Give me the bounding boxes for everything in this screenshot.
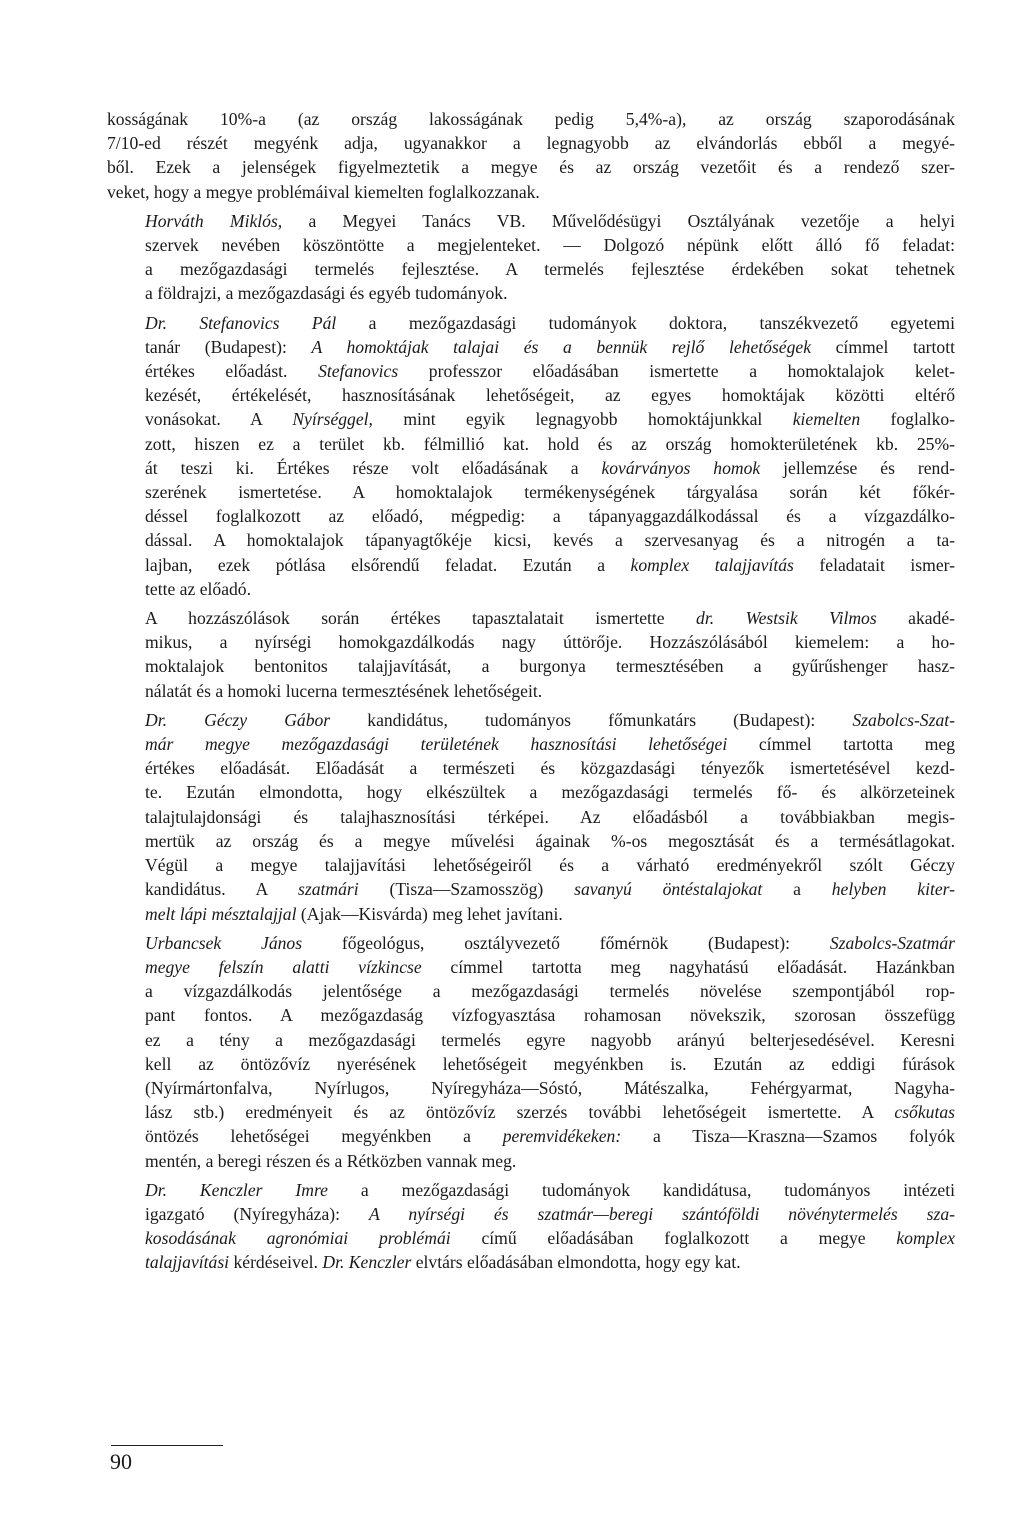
text-run: ez a tény a mezőgazdasági termelés egyre nagyobb arányú belterjesedésével. Keresni [145, 1029, 955, 1050]
text-line [107, 1202, 955, 1226]
italic-text: Szabolcs-Szatmár [829, 932, 955, 953]
text-line [107, 528, 955, 552]
text-line [107, 311, 955, 335]
text-run: kandidátus, tudományos főmunkatárs (Budapest): [330, 709, 853, 730]
text-line [107, 708, 955, 732]
text-run: címmel tartotta meg nagyhatású előadását. Hazánkban [421, 956, 955, 977]
text-line [107, 553, 955, 577]
italic-text: kosodásának agronómiai problémái [145, 1228, 451, 1249]
text-line [107, 931, 955, 955]
text-run: elvtárs előadásában elmondotta, hogy egy kat. [411, 1252, 741, 1273]
text-run: át teszi ki. Értékes része volt előadásának a [145, 457, 602, 478]
text-run: 7/10-ed részét megyénk adja, ugyanakkor a legnagyobb az elvándorlás ebből a megyé- [107, 133, 955, 154]
italic-text: Dr. Géczy Gábor [145, 709, 331, 730]
text-run: kezését, értékelését, hasznosításának lehetőségeit, az egyes homoktájak közötti eltérő [145, 385, 955, 406]
text-run: a mezőgazdasági tudományok kandidátusa, tudományos intézeti [327, 1179, 955, 1200]
text-line [107, 131, 955, 155]
text-run: déssel foglalkozott az előadó, mégpedig: a tápanyaggazdálkodással és a vízgazdálko- [145, 506, 955, 527]
text-run: (Ajak—Kisvárda) meg lehet javítani. [296, 903, 563, 924]
text-run: címmel tartott [811, 336, 955, 357]
italic-text: peremvidékeken: [502, 1126, 622, 1147]
text-line [107, 107, 955, 131]
text-line [107, 504, 955, 528]
text-line [107, 756, 955, 780]
text-line [107, 1028, 955, 1052]
text-run: a mezőgazdasági tudományok doktora, tanszékvezető egyetemi [336, 312, 955, 333]
text-line [107, 155, 955, 179]
text-run: mentén, a beregi részen és a Rétközben vannak meg. [145, 1150, 517, 1171]
text-line [107, 180, 955, 204]
italic-text: Dr. Kenczler [322, 1252, 412, 1273]
text-run: pant fontos. A mezőgazdaság vízfogyasztása rohamosan növekszik, szorosan összefügg [145, 1005, 955, 1026]
italic-text: savanyú öntéstalajokat [574, 879, 763, 900]
text-run: te. Ezután elmondotta, hogy elkészültek a mezőgazdasági termelés fő- és alkörzeteinek [145, 782, 955, 803]
italic-text: Dr. Kenczler Imre [145, 1179, 328, 1200]
italic-text: Stefanovics [318, 361, 399, 382]
text-run: főgeológus, osztályvezető főmérnök (Budapest): [302, 932, 830, 953]
paragraph [107, 311, 955, 601]
text-run: a vízgazdálkodás jelentősége a mezőgazdasági termelés növelése szempontjából rop- [145, 981, 955, 1002]
text-run: értékes előadását. Előadását a természeti és közgazdasági tényezők ismertetésével kezd- [145, 758, 955, 779]
text-line [107, 480, 955, 504]
text-run: akadé- [876, 608, 956, 629]
text-line [107, 407, 955, 431]
text-line [107, 233, 955, 257]
text-line [107, 654, 955, 678]
text-run: tette az előadó. [145, 578, 251, 599]
text-line [107, 955, 955, 979]
text-line [107, 1124, 955, 1148]
italic-text: A homoktájak talajai és a bennük rejlő lehetőségek [311, 336, 812, 357]
text-line [107, 335, 955, 359]
text-run: igazgató (Nyíregyháza): [145, 1203, 369, 1224]
text-run: talajtulajdonsági és talajhasznosítási térképei. Az előadásból a továbbiakban megis- [145, 806, 955, 827]
page-body [107, 107, 955, 1275]
text-line [107, 1003, 955, 1027]
text-run: mikus, a nyírségi homokgazdálkodás nagy úttörője. Hozzászólásából kiemelem: a ho- [145, 632, 955, 653]
text-run: című előadásában foglalkozott a megye [450, 1228, 897, 1249]
text-run: a Megyei Tanács VB. Művelődésügyi Osztályának vezetője a helyi [282, 210, 955, 231]
text-line [107, 257, 955, 281]
text-run: (Tisza—Szamosszög) [358, 879, 575, 900]
text-line [107, 383, 955, 407]
text-run: kell az öntözővíz nyerésének lehetőségeit megyénkben is. Ezután az eddigi fúrások [145, 1053, 955, 1074]
text-line [107, 1076, 955, 1100]
text-line [107, 359, 955, 383]
text-run: a Tisza—Kraszna—Szamos folyók [621, 1126, 955, 1147]
italic-text: helyben kiter- [831, 879, 956, 900]
italic-text: Horváth Miklós, [145, 210, 283, 231]
text-run: zott, hiszen ez a terület kb. félmillió kat. hold és az ország homokterületének kb. 25%- [145, 433, 955, 454]
text-line [107, 1226, 955, 1250]
italic-text: már megye mezőgazdasági területének hasznosítási lehetőségei [145, 734, 728, 755]
italic-text: Nyírséggel, [292, 409, 373, 430]
text-run: értékes előadást. [145, 361, 319, 382]
text-line [107, 1178, 955, 1202]
text-line [107, 606, 955, 630]
text-line [107, 679, 955, 703]
text-run: vonásokat. A [145, 409, 293, 430]
italic-text: komplex [896, 1228, 955, 1249]
text-line [107, 853, 955, 877]
text-line [107, 877, 955, 901]
italic-text: csőkutas [894, 1102, 955, 1123]
text-run: kosságának 10%-a (az ország lakosságának pedig 5,4%-a), az ország szaporodásának [107, 109, 955, 129]
italic-text: Szabolcs-Szat- [852, 709, 955, 730]
italic-text: komplex talajjavítás [630, 554, 794, 575]
text-run: feladatait ismer- [793, 554, 955, 575]
text-run: moktalajok bentonitos talajjavítását, a burgonya termesztésében a gyűrűshenger hasz- [145, 656, 955, 677]
footer-rule [111, 1445, 223, 1446]
text-run: a [762, 879, 832, 900]
text-run: veket, hogy a megye problémáival kiemelten foglalkozzanak. [107, 181, 540, 202]
text-run: tanár (Budapest): [145, 336, 312, 357]
paragraph [107, 606, 955, 703]
text-run: a földrajzi, a mezőgazdasági és egyéb tudományok. [145, 283, 508, 304]
paragraph [107, 931, 955, 1173]
italic-text: Dr. Stefanovics Pál [145, 312, 337, 333]
italic-text: kovárványos homok [601, 457, 761, 478]
italic-text: megye felszín alatti vízkincse [145, 956, 422, 977]
text-run: (Nyírmártonfalva, Nyírlugos, Nyíregyháza—Sóstó, Mátészalka, Fehérgyarmat, Nagyha- [145, 1077, 955, 1098]
text-run: szervek nevében köszöntötte a megjelenteket. — Dolgozó népünk előtt álló fő feladat: [145, 235, 955, 256]
text-run: lász stb.) eredményeit és az öntözővíz szerzés további lehetőségeit ismertette. A [145, 1102, 895, 1123]
text-line [107, 1149, 955, 1173]
text-run: Végül a megye talajjavítási lehetőségeiről és a várható eredményekről szólt Géczy [145, 855, 955, 876]
italic-text: talajjavítási [145, 1252, 230, 1273]
text-run: mint egyik legnagyobb homoktájunkkal [372, 409, 793, 430]
text-run: jellemzése és rend- [760, 457, 955, 478]
text-run: címmel tartotta meg [727, 734, 956, 755]
italic-text: szatmári [298, 879, 359, 900]
text-line [107, 780, 955, 804]
text-line [107, 1052, 955, 1076]
text-run: professzor előadásában ismertette a homoktalajok kelet- [398, 361, 955, 382]
text-run: dással. A homoktalajok tápanyagtőkéje kicsi, kevés a szervesanyag és a nitrogén a ta- [145, 530, 955, 551]
text-line [107, 630, 955, 654]
text-run: kérdéseivel. [229, 1252, 323, 1273]
italic-text: Urbancsek János [145, 932, 303, 953]
text-line [107, 805, 955, 829]
text-run: a mezőgazdasági termelés fejlesztése. A termelés fejlesztése érdekében sokat tehetnek [145, 259, 955, 280]
paragraph [107, 209, 955, 306]
text-line [107, 1100, 955, 1124]
text-line [107, 432, 955, 456]
italic-text: A nyírségi és szatmár—beregi szántóföldi növénytermelés sza- [368, 1203, 955, 1224]
text-line [107, 1250, 955, 1274]
italic-text: dr. Westsik Vilmos [696, 608, 877, 629]
text-line [107, 209, 955, 233]
paragraph [107, 1178, 955, 1275]
italic-text: kiemelten [792, 409, 861, 430]
text-line [107, 281, 955, 305]
text-run: foglalko- [860, 409, 956, 430]
text-run: szerének ismertetése. A homoktalajok termékenységének tárgyalása során két főkér- [145, 482, 955, 503]
text-line [107, 829, 955, 853]
paragraph [107, 107, 955, 204]
text-line [107, 902, 955, 926]
text-run: A hozzászólások során értékes tapasztalatait ismertette [145, 608, 697, 629]
text-run: lajban, ezek pótlása elsőrendű feladat. Ezután a [145, 554, 631, 575]
paragraph [107, 708, 955, 926]
page-number: 90 [110, 1449, 132, 1474]
text-run: ből. Ezek a jelenségek figyelmeztetik a megye és az ország vezetőit és a rendező szer- [107, 157, 955, 178]
text-run: kandidátus. A [145, 879, 299, 900]
text-line [107, 456, 955, 480]
text-run: mertük az ország és a megye művelési ágainak %-os megosztását és a termésátlagokat. [145, 830, 955, 851]
text-run: nálatát és a homoki lucerna termesztésének lehetőségeit. [145, 680, 543, 701]
text-line [107, 732, 955, 756]
text-line [107, 577, 955, 601]
text-line [107, 979, 955, 1003]
text-run: öntözés lehetőségei megyénkben a [145, 1126, 503, 1147]
italic-text: melt lápi mésztalajjal [145, 903, 297, 924]
